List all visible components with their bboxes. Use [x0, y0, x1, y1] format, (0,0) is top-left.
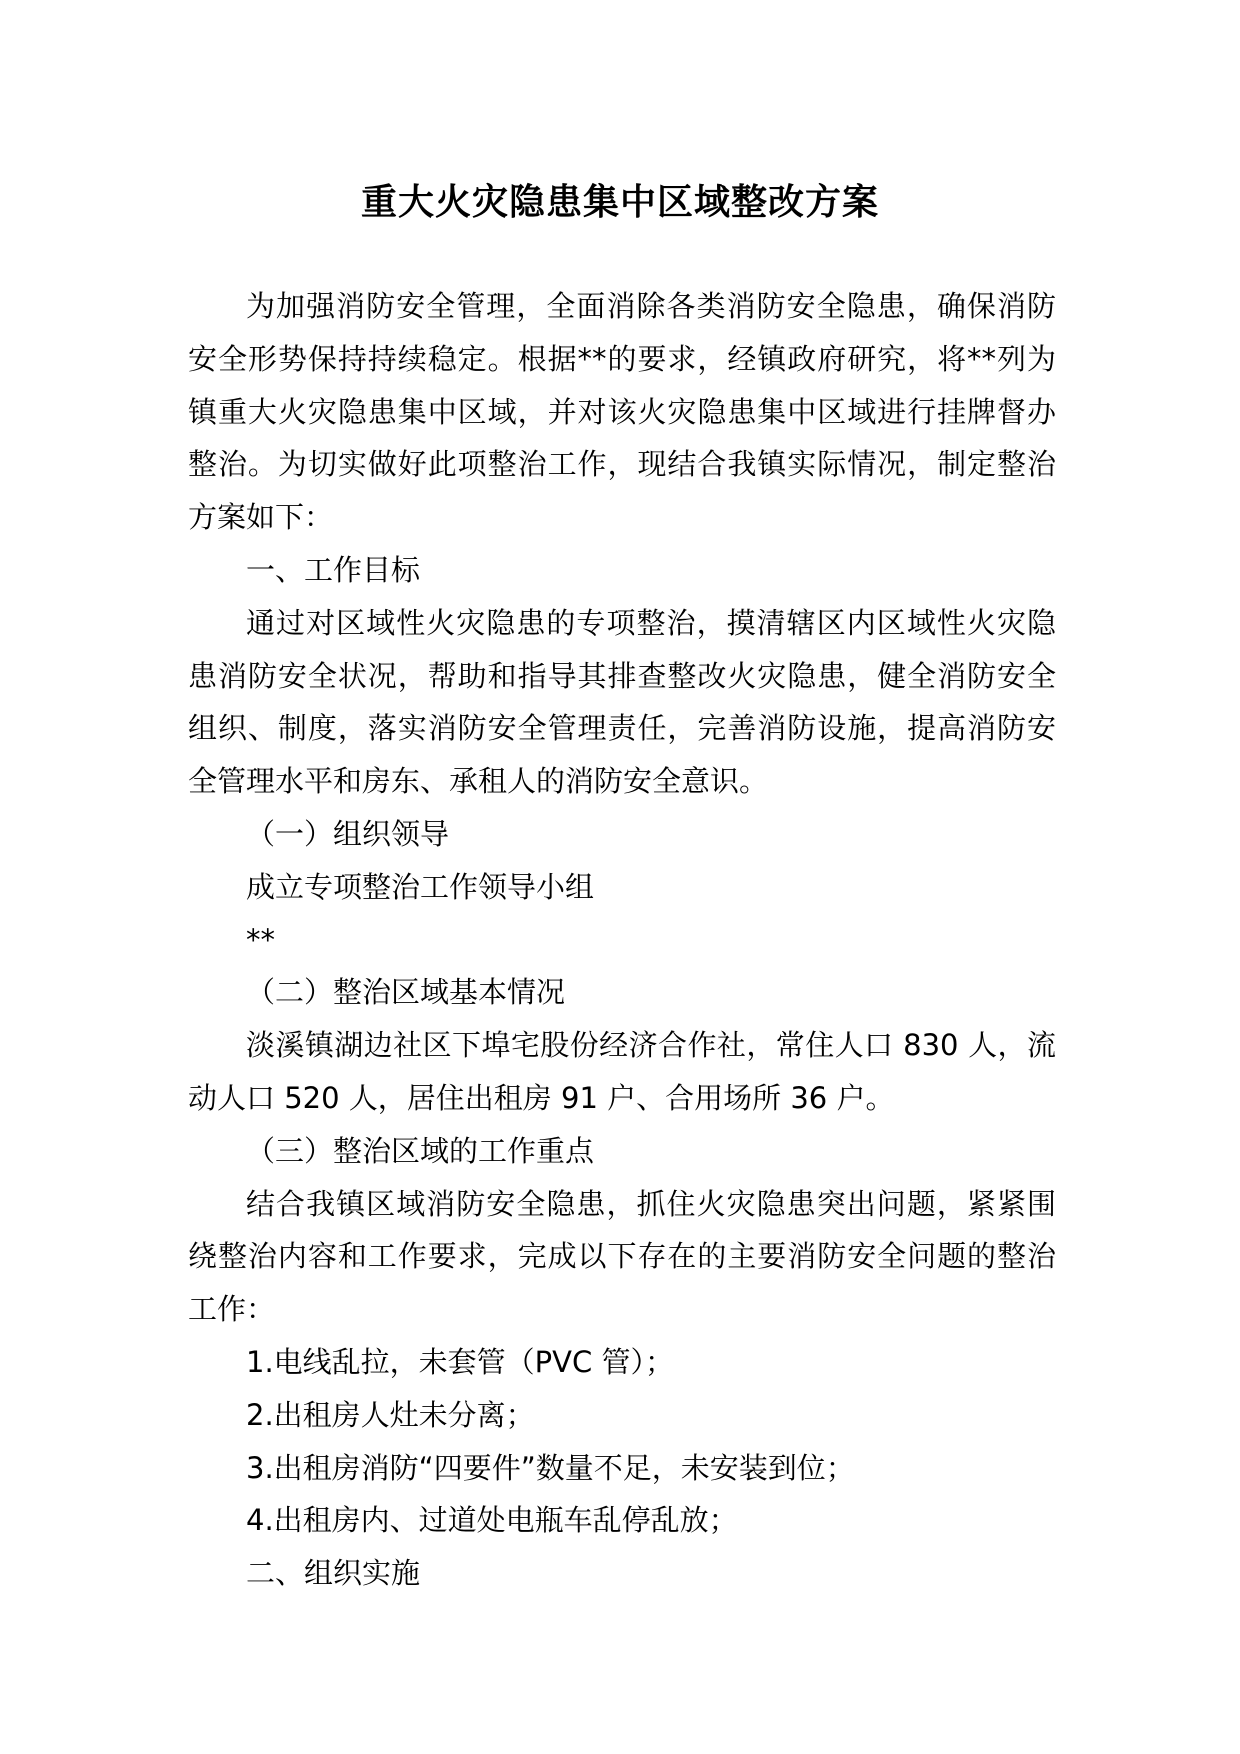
organization-paragraph: 成立专项整治工作领导小组	[246, 869, 595, 904]
goals-paragraph: 通过对区域性火灾隐患的专项整治，摸清辖区内区域性火灾隐患消防安全状况，帮助和指导其排查整改火灾隐患，健全消防安全组织、制度，落实消防安全管理责任，完善消防设施，提高消防安全管理水平和房东、承租人的消防安全意识。	[188, 605, 1056, 799]
list-item: 3.出租房消防“四要件”数量不足，未安装到位；	[246, 1450, 855, 1485]
list-item: 2.出租房人灶未分离；	[246, 1397, 535, 1432]
intro-paragraph: 为加强消防安全管理，全面消除各类消防安全隐患，确保消防安全形势保持持续稳定。根据**的要求，经镇政府研究，将**列为镇重大火灾隐患集中区域，并对该火灾隐患集中区域进行挂牌督办整治。为切实做好此项整治工作，现结合我镇实际情况，制定整治方案如下：	[188, 289, 1056, 535]
area-situation-paragraph: 淡溪镇湖边社区下埠宅股份经济合作社，常住人口 830 人，流动人口 520 人，居住出租房 91 户、合用场所 36 户。	[188, 1028, 1056, 1115]
list-item: 1.电线乱拉，未套管（PVC 管）；	[246, 1344, 674, 1379]
document-title: 重大火灾隐患集中区域整改方案	[360, 181, 879, 223]
work-focus-paragraph: 结合我镇区域消防安全隐患，抓住火灾隐患突出问题，紧紧围绕整治内容和工作要求，完成以下存在的主要消防安全问题的整治工作：	[188, 1186, 1056, 1327]
section-heading-implementation: 二、组织实施	[246, 1556, 421, 1591]
subheading-area-situation: （二）整治区域基本情况	[246, 975, 566, 1010]
subheading-work-focus: （三）整治区域的工作重点	[246, 1133, 595, 1168]
document-body	[188, 280, 1056, 1600]
organization-members: **	[246, 922, 275, 957]
list-item: 4.出租房内、过道处电瓶车乱停乱放；	[246, 1503, 738, 1538]
section-heading-goals: 一、工作目标	[246, 552, 421, 587]
subheading-organization: （一）组织领导	[246, 816, 450, 851]
